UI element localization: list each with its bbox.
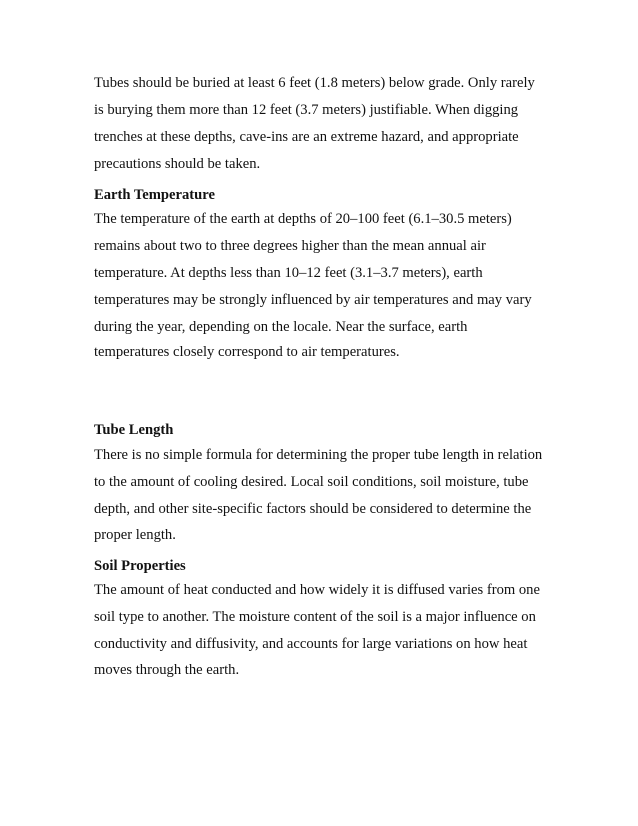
soil-properties-line: soil type to another. The moisture content of the soil is a major influence on — [94, 609, 536, 625]
earth-temperature-line: during the year, depending on the locale. Near the surface, earth — [94, 319, 468, 335]
earth-temperature-line: temperature. At depths less than 10–12 feet (3.1–3.7 meters), earth — [94, 265, 483, 281]
earth-temperature-line: temperatures may be strongly influenced by air temperatures and may vary — [94, 292, 532, 308]
section-heading-soil-properties: Soil Properties — [94, 558, 186, 574]
soil-properties-line: The amount of heat conducted and how widely it is diffused varies from one — [94, 582, 540, 598]
earth-temperature-line: temperatures closely correspond to air temperatures. — [94, 344, 400, 360]
tube-length-line: depth, and other site-specific factors should be considered to determine the — [94, 501, 532, 517]
intro-line: precautions should be taken. — [94, 156, 261, 172]
intro-line: is burying them more than 12 feet (3.7 meters) justifiable. When digging — [94, 102, 519, 118]
soil-properties-line: moves through the earth. — [94, 662, 240, 678]
soil-properties-line: conductivity and diffusivity, and accounts for large variations on how heat — [94, 636, 528, 652]
intro-line: trenches at these depths, cave-ins are an extreme hazard, and appropriate — [94, 129, 519, 145]
tube-length-line: proper length. — [94, 527, 176, 543]
tube-length-line: to the amount of cooling desired. Local soil conditions, soil moisture, tube — [94, 474, 529, 490]
earth-temperature-line: The temperature of the earth at depths of 20–100 feet (6.1–30.5 meters) — [94, 211, 512, 227]
section-heading-tube-length: Tube Length — [94, 422, 174, 438]
earth-temperature-line: remains about two to three degrees higher than the mean annual air — [94, 238, 486, 254]
intro-line: Tubes should be buried at least 6 feet (1.8 meters) below grade. Only rarely — [94, 75, 535, 91]
tube-length-line: There is no simple formula for determining the proper tube length in relation — [94, 447, 543, 463]
section-heading-earth-temperature: Earth Temperature — [94, 187, 215, 203]
